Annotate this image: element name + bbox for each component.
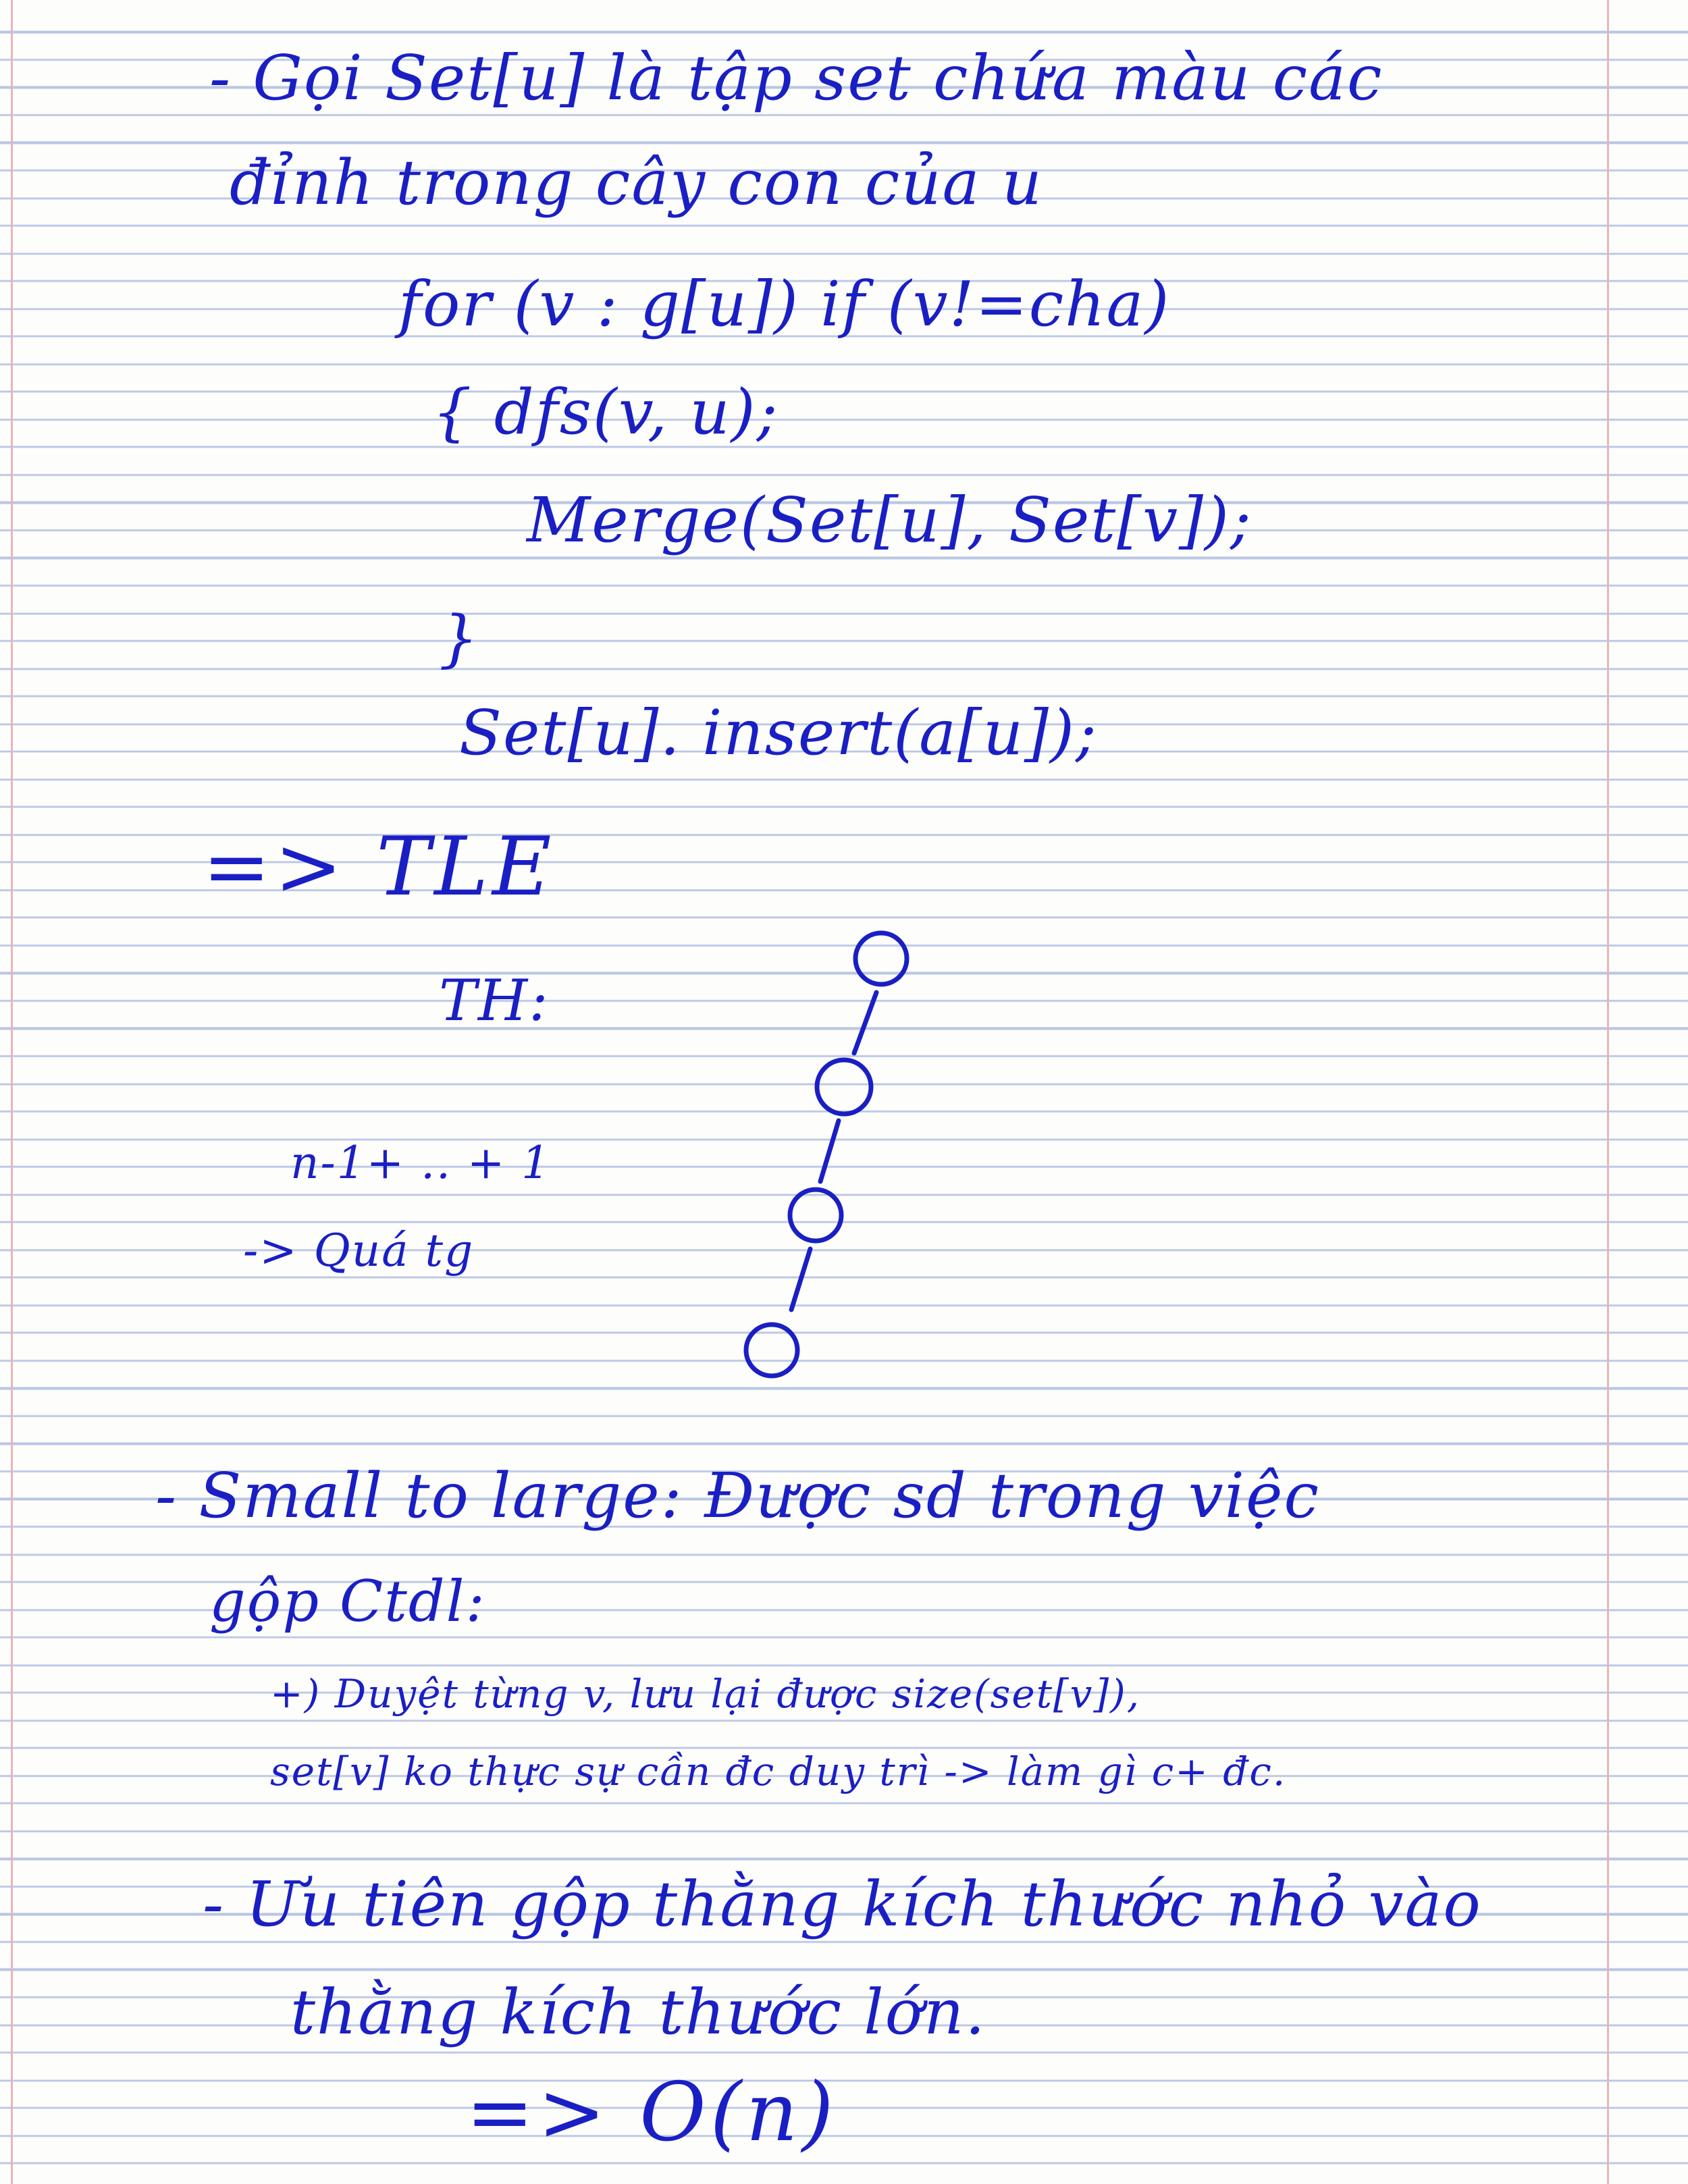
left-margin-line: [11, 0, 13, 2184]
conclusion-tle: => TLE: [203, 820, 556, 914]
code-line-close-brace: }: [439, 602, 480, 674]
note-line-priority: - Ưu tiên gộp thằng kích thước nhỏ vào: [203, 1868, 1482, 1940]
chain-tree-diagram: [729, 918, 932, 1404]
code-line-dfs-call: { dfs(v, u);: [432, 376, 779, 448]
complexity-result: => O(n): [466, 2066, 838, 2160]
tree-edge-2: [820, 1121, 839, 1181]
tree-node-3: [790, 1190, 841, 1241]
too-slow-note: -> Quá tg: [243, 1225, 475, 1277]
note-line-small-to-large: - Small to large: Được sd trong việc: [155, 1460, 1321, 1532]
code-line-for-loop: for (v : g[u]) if (v!=cha): [398, 268, 1171, 340]
note-line-definition-cont: đỉnh trong cây con của u: [230, 147, 1043, 219]
tree-node-1: [855, 933, 907, 984]
tree-edge-3: [791, 1249, 810, 1310]
sum-expression: n-1+ .. + 1: [290, 1137, 552, 1189]
code-line-insert: Set[u]. insert(a[u]);: [459, 697, 1098, 769]
chain-tree-svg: [729, 918, 932, 1404]
tree-node-4: [746, 1325, 797, 1376]
tree-edge-1: [854, 992, 876, 1053]
note-line-definition: - Gọi Set[u] là tập set chứa màu các: [209, 42, 1383, 114]
note-line-iterate: +) Duyệt từng v, lưu lại được size(set[v]),: [270, 1671, 1141, 1717]
case-label: TH:: [439, 967, 550, 1034]
note-line-maintain: set[v] ko thực sự cần đc duy trì -> làm gì c+ đc.: [270, 1749, 1287, 1794]
note-line-priority-cont: thằng kích thước lớn.: [290, 1976, 986, 2048]
tree-node-2: [817, 1060, 871, 1114]
note-line-merge-ds: gộp Ctdl:: [209, 1568, 486, 1634]
code-line-merge: Merge(Set[u], Set[v]);: [527, 484, 1252, 556]
right-margin-line: [1607, 0, 1609, 2184]
